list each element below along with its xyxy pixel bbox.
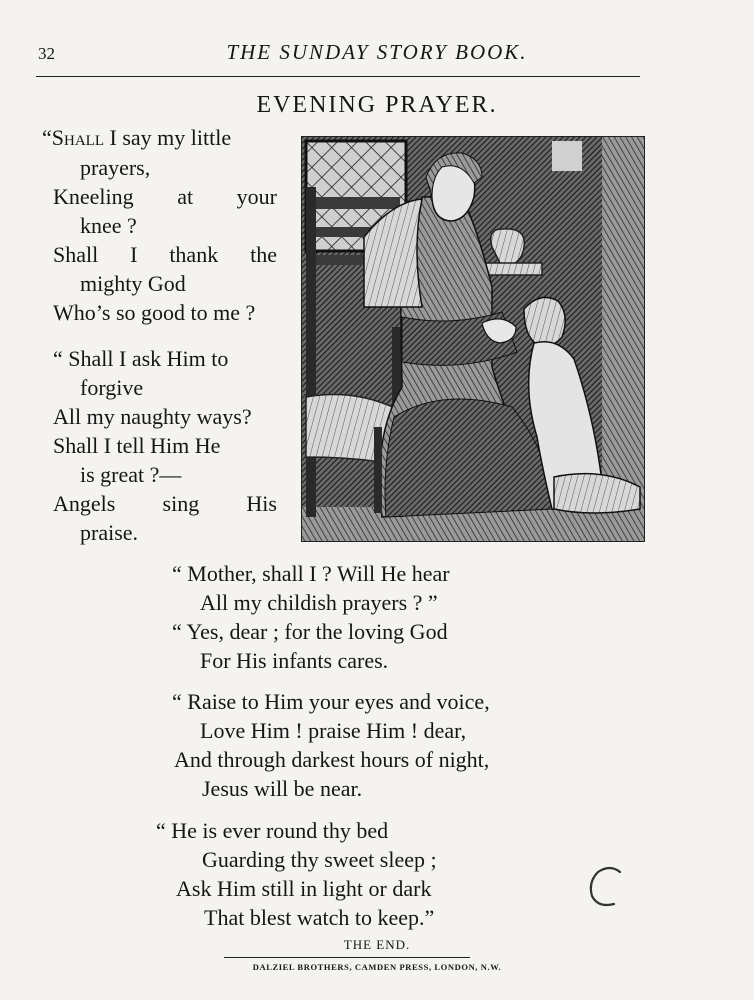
stanza4-line2: Love Him ! praise Him ! dear, xyxy=(200,718,467,743)
stanza3-line2: All my childish prayers ? ” xyxy=(200,590,438,615)
stanza1-line5-word: the xyxy=(250,242,277,267)
stanza4-line3: And through darkest hours of night, xyxy=(174,747,490,772)
stanza2-line6-word: sing xyxy=(162,491,200,516)
stanza4-line1: “ Raise to Him your eyes and voice, xyxy=(172,689,490,714)
stanza2-line7: praise. xyxy=(80,520,139,545)
stanza2-line2: forgive xyxy=(80,375,144,400)
running-title: THE SUNDAY STORY BOOK. xyxy=(226,40,528,64)
stanza2-line1: “ Shall I ask Him to xyxy=(53,346,229,371)
stanza4-line4: Jesus will be near. xyxy=(202,776,363,801)
stanza1-line3 xyxy=(53,186,277,208)
the-end-label: THE END. xyxy=(343,937,411,952)
stanza1-line5-word: thank xyxy=(169,242,219,267)
stanza1-line3-word: your xyxy=(236,184,277,209)
stanza5-line1: “ He is ever round thy bed xyxy=(156,818,389,843)
header-rule xyxy=(36,76,640,77)
stanza2-line6-word: His xyxy=(246,491,277,516)
engraving-illustration xyxy=(301,136,645,542)
stanza2-line5: is great ?— xyxy=(80,462,182,487)
stanza2-line6 xyxy=(53,493,277,515)
stanza1-line5-word: Shall xyxy=(53,242,99,267)
stanza3-line4: For His infants cares. xyxy=(200,648,389,673)
stanza1-line1-smallcaps: “Shall xyxy=(42,125,104,150)
stanza2-line4: Shall I tell Him He xyxy=(53,433,221,458)
stanza3-line1: “ Mother, shall I ? Will He hear xyxy=(172,561,450,586)
stanza1-line5 xyxy=(53,244,277,266)
footer-rule xyxy=(224,957,470,958)
stanza1-line3-word: Kneeling xyxy=(53,184,134,209)
stanza1-line6: mighty God xyxy=(80,271,186,296)
page-number: 32 xyxy=(38,44,55,63)
stanza1-line1 xyxy=(42,127,231,149)
stanza5-line3: Ask Him still in light or dark xyxy=(176,876,432,901)
stanza1-line7: Who’s so good to me ? xyxy=(53,300,256,325)
stanza5-line4: That blest watch to keep.” xyxy=(204,905,435,930)
stanza1-line2: prayers, xyxy=(80,155,151,180)
stanza2-line3: All my naughty ways? xyxy=(53,404,252,429)
stanza3-line3: “ Yes, dear ; for the loving God xyxy=(172,619,448,644)
stanza1-line1-rest: I say my little xyxy=(109,125,232,150)
poem-title: EVENING PRAYER. xyxy=(256,92,498,118)
handwritten-c-mark xyxy=(584,862,630,912)
stanza5-line2: Guarding thy sweet sleep ; xyxy=(202,847,437,872)
stanza2-line6-word: Angels xyxy=(53,491,116,516)
stanza1-line3-word: at xyxy=(177,184,194,209)
stanza1-line4: knee ? xyxy=(80,213,137,238)
printer-imprint: DALZIEL BROTHERS, CAMDEN PRESS, LONDON, N.W. xyxy=(252,962,502,972)
stanza1-line5-word: I xyxy=(130,242,138,267)
